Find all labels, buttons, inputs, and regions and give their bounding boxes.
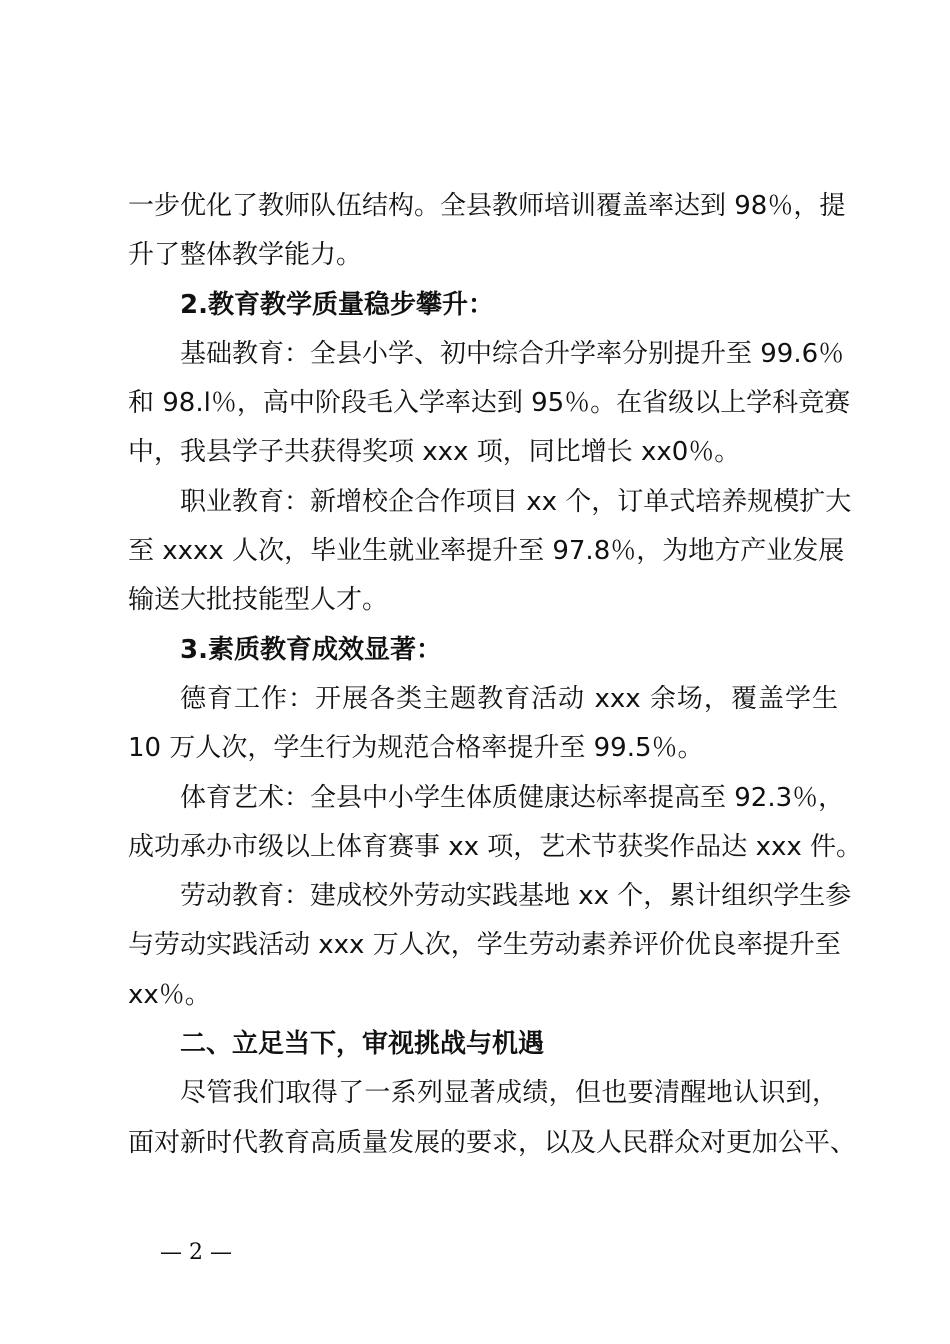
chapter-heading: 二、立足当下，审视挑战与机遇 <box>180 1029 545 1060</box>
paragraph-line: 一步优化了教师队伍结构。全县教师培训覆盖率达到 98％，提 <box>128 191 846 221</box>
page-number: — 2 — <box>160 1240 232 1265</box>
paragraph-line: 面对新时代教育高质量发展的要求，以及人民群众对更加公平、 <box>128 1127 857 1158</box>
paragraph-line: 劳动教育：建成校外劳动实践基地 xx 个，累计组织学生参 <box>180 881 852 912</box>
paragraph-line: 输送大批技能型人才。 <box>128 585 389 616</box>
paragraph-line: 升了整体教学能力。 <box>128 240 363 271</box>
section-heading: 2.教育教学质量稳步攀升： <box>180 289 494 320</box>
paragraph-line: 德育工作：开展各类主题教育活动 xxx 余场，覆盖学生 <box>180 683 838 714</box>
body-text <box>128 182 862 1168</box>
paragraph-line: 体育艺术：全县中小学生体质健康达标率提高至 92.3％， <box>180 782 845 813</box>
paragraph-line: 尽管我们取得了一系列显著成绩，但也要清醒地认识到， <box>180 1078 838 1109</box>
paragraph-line: 10 万人次，学生行为规范合格率提升至 99.5％。 <box>128 733 704 764</box>
paragraph-line: xx％。 <box>128 979 211 1010</box>
paragraph-line: 和 98.l％，高中阶段毛入学率达到 95％。在省级以上学科竞赛 <box>128 388 851 419</box>
paragraph-line: 基础教育：全县小学、初中综合升学率分别提升至 99.6％ <box>180 338 845 369</box>
paragraph-line: 职业教育：新增校企合作项目 xx 个，订单式培养规模扩大 <box>180 486 852 517</box>
paragraph-line: 与劳动实践活动 xxx 万人次，学生劳动素养评价优良率提升至 <box>128 930 841 961</box>
paragraph-line: 至 xxxx 人次，毕业生就业率提升至 97.8％，为地方产业发展 <box>128 536 845 567</box>
section-heading: 3.素质教育成效显著： <box>180 634 442 665</box>
paragraph-line: 成功承办市级以上体育赛事 xx 项，艺术节获奖作品达 xxx 件。 <box>128 831 862 862</box>
paragraph-line: 中，我县学子共获得奖项 xxx 项，同比增长 xx0％。 <box>128 437 741 468</box>
